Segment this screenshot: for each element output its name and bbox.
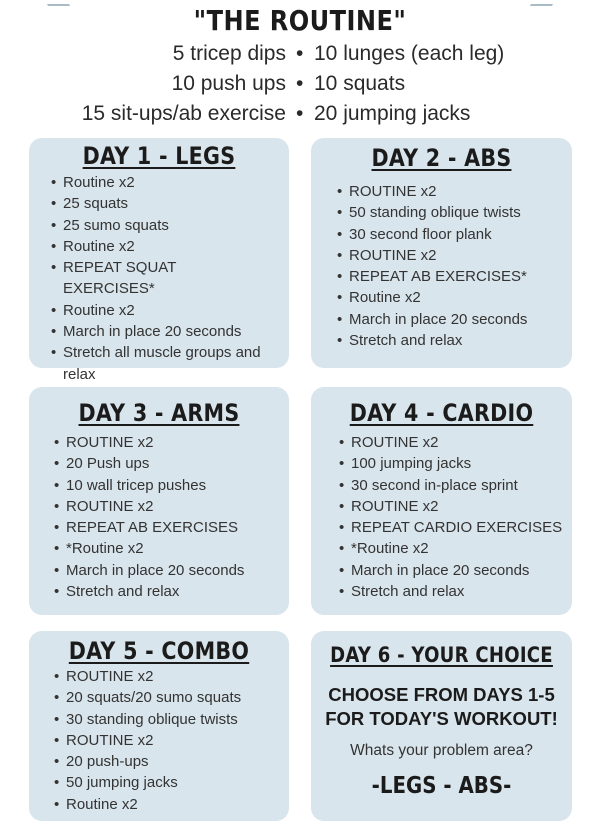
routine-list xyxy=(0,39,600,129)
problem-area-question: Whats your problem area? xyxy=(350,742,533,759)
list-item: • Stretch all muscle groups and relax xyxy=(51,342,266,385)
list-item: • ROUTINE x2 xyxy=(339,496,572,517)
list-item: • 30 second in-place sprint xyxy=(339,475,572,496)
choose-line-2: FOR TODAY'S WORKOUT! xyxy=(325,708,558,729)
list-item: • 20 squats/20 sumo squats xyxy=(54,687,289,708)
day-4-title: DAY 4 - CARDIO xyxy=(349,399,534,427)
day-2-list xyxy=(337,181,572,351)
day-5-title: DAY 5 - COMBO xyxy=(68,637,250,665)
list-item: • Routine x2 xyxy=(54,794,289,815)
day-6-title: DAY 6 - YOUR CHOICE xyxy=(330,643,553,667)
list-item: • Stretch and relax xyxy=(54,581,289,602)
routine-row xyxy=(0,99,600,129)
bullet-icon: • xyxy=(296,102,304,125)
list-item: • March in place 20 seconds xyxy=(54,560,289,581)
list-item: • ROUTINE x2 xyxy=(54,496,289,517)
list-item: • Stretch and relax xyxy=(337,330,572,351)
list-item: • Routine x2 xyxy=(337,287,572,308)
list-item: • 20 Push ups xyxy=(54,453,289,474)
day-1-list xyxy=(51,172,266,385)
list-item: • REPEAT SQUAT EXERCISES* xyxy=(51,257,266,300)
routine-row xyxy=(0,69,600,99)
routine-item: 10 squats xyxy=(314,72,406,95)
list-item: • REPEAT AB EXERCISES* xyxy=(337,266,572,287)
list-item: • 30 standing oblique twists xyxy=(54,709,289,730)
day-1-title: DAY 1 - LEGS xyxy=(82,142,236,170)
routine-item: 15 sit-ups/ab exercise xyxy=(81,102,286,125)
list-item: • 10 wall tricep pushes xyxy=(54,475,289,496)
list-item: • Routine x2 xyxy=(51,236,266,257)
day-5-card xyxy=(29,631,289,821)
list-item: • *Routine x2 xyxy=(54,538,289,559)
problem-areas: -LEGS - ABS- xyxy=(371,773,512,799)
day-4-card xyxy=(311,387,572,615)
list-item: • 30 second floor plank xyxy=(337,224,572,245)
day-2-card xyxy=(311,138,572,368)
list-item: • Stretch and relax xyxy=(339,581,572,602)
choose-line-1: CHOOSE FROM DAYS 1-5 xyxy=(328,684,555,705)
list-item: • 50 jumping jacks xyxy=(54,772,289,793)
list-item: • 25 squats xyxy=(51,193,266,214)
list-item: • Routine x2 xyxy=(51,300,266,321)
list-item: • ROUTINE x2 xyxy=(337,181,572,202)
list-item: • 100 jumping jacks xyxy=(339,453,572,474)
list-item: • 20 push-ups xyxy=(54,751,289,772)
routine-item: 10 push ups xyxy=(171,72,286,95)
choose-instruction xyxy=(311,683,572,731)
list-item: • 25 sumo squats xyxy=(51,215,266,236)
list-item: • Routine x2 xyxy=(51,172,266,193)
list-item: • 50 standing oblique twists xyxy=(337,202,572,223)
day-3-title: DAY 3 - ARMS xyxy=(78,399,240,427)
list-item: • March in place 20 seconds xyxy=(337,309,572,330)
routine-item: 10 lunges (each leg) xyxy=(314,42,505,65)
bullet-icon: • xyxy=(296,72,304,95)
routine-row xyxy=(0,39,600,69)
list-item: • March in place 20 seconds xyxy=(51,321,266,342)
day-1-card xyxy=(29,138,289,383)
list-item: • ROUTINE x2 xyxy=(54,432,289,453)
day-3-list xyxy=(54,432,289,602)
list-item: • ROUTINE x2 xyxy=(54,666,289,687)
bullet-icon: • xyxy=(296,42,304,65)
list-item: • *Routine x2 xyxy=(339,538,572,559)
day-4-list xyxy=(339,432,572,602)
routine-item: 20 jumping jacks xyxy=(314,102,471,125)
day-3-card xyxy=(29,387,289,615)
day-2-title: DAY 2 - ABS xyxy=(371,144,512,172)
list-item: • REPEAT AB EXERCISES xyxy=(54,517,289,538)
list-item: • ROUTINE x2 xyxy=(54,730,289,751)
day-5-list xyxy=(54,666,289,815)
routine-item: 5 tricep dips xyxy=(172,42,286,65)
list-item: • ROUTINE x2 xyxy=(339,432,572,453)
list-item: • REPEAT CARDIO EXERCISES xyxy=(339,517,572,538)
list-item: • ROUTINE x2 xyxy=(337,245,572,266)
list-item: • March in place 20 seconds xyxy=(339,560,572,581)
routine-title: "THE ROUTINE" xyxy=(193,4,407,37)
day-6-card xyxy=(311,631,572,821)
